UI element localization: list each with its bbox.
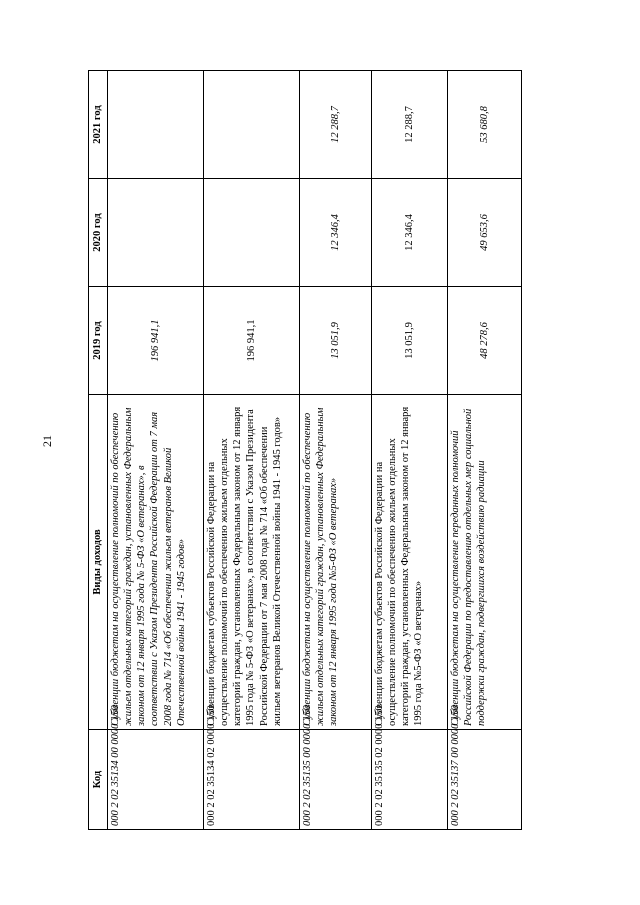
- cell-code: 000 2 02 35134 00 0000 150: [108, 730, 204, 830]
- cell-2020: 49 653,6: [448, 179, 522, 287]
- cell-2020: 12 346,4: [300, 179, 372, 287]
- cell-2019: 196 941,1: [108, 287, 204, 395]
- header-name: Виды доходов: [89, 395, 108, 730]
- cell-2021: 12 288,7: [300, 71, 372, 179]
- table-row: [300, 71, 372, 830]
- header-2021: 2021 год: [89, 71, 108, 179]
- cell-name: Субвенции бюджетам на осуществление переданных полномочий Российской Федерации по предоставлению отдельных мер социальной поддержки граждан, подвергшихся воздействию радиации: [448, 395, 522, 730]
- cell-code: 000 2 02 35135 00 0000 150: [300, 730, 372, 830]
- cell-code: 000 2 02 35135 02 0000 150: [372, 730, 448, 830]
- revenue-table-rotated: [88, 70, 520, 830]
- cell-name: Субвенции бюджетам на осуществление полномочий по обеспечению жильем отдельных категорий граждан, установленных Федеральным законом от 12 января 1995 года №5-ФЗ «О ветеранах»: [300, 395, 372, 730]
- table-row: [372, 71, 448, 830]
- header-code: Код: [89, 730, 108, 830]
- cell-name: Субвенции бюджетам субъектов Российской Федерации на осуществление полномочий по обеспечению жильем отдельных категорий граждан, установленных Федеральным законом от 12 января 1995 года № 5-ФЗ «О ветеранах», в соответствии с Указом Президента Российской Федерации от 7 мая 2008 года № 714 «Об обеспечении жильем ветеранов Великой Отечественной войны 1941 - 1945 годов»: [204, 395, 300, 730]
- table-header-row: [89, 71, 108, 830]
- table-row: [448, 71, 522, 830]
- cell-code: 000 2 02 35137 00 0000 150: [448, 730, 522, 830]
- cell-2021: [204, 71, 300, 179]
- header-2019: 2019 год: [89, 287, 108, 395]
- cell-2019: 48 278,6: [448, 287, 522, 395]
- table-row: [108, 71, 204, 830]
- table-row: [204, 71, 300, 830]
- page-number: 21: [40, 435, 54, 447]
- cell-name: Субвенции бюджетам на осуществление полномочий по обеспечению жильем отдельных категорий граждан, установленных Федеральным законом от 12 января 1995 года № 5-ФЗ «О ветеранах», в соответствии с Указом Президента Российской Федерации от 7 мая 2008 года № 714 «Об обеспечении жильем ветеранов Великой Отечественной войны 1941 - 1945 годов»: [108, 395, 204, 730]
- cell-2020: 12 346,4: [372, 179, 448, 287]
- cell-2019: 13 051,9: [300, 287, 372, 395]
- cell-2021: [108, 71, 204, 179]
- cell-2019: 13 051,9: [372, 287, 448, 395]
- cell-2019: 196 941,1: [204, 287, 300, 395]
- cell-2021: 53 680,8: [448, 71, 522, 179]
- revenue-table: [88, 70, 522, 830]
- header-2020: 2020 год: [89, 179, 108, 287]
- cell-code: 000 2 02 35134 02 0000 150: [204, 730, 300, 830]
- cell-2021: 12 288,7: [372, 71, 448, 179]
- cell-name: Субвенции бюджетам субъектов Российской Федерации на осуществление полномочий по обеспечению жильем отдельных категорий граждан, установленных Федеральным законом от 12 января 1995 года №5-ФЗ «О ветеранах»: [372, 395, 448, 730]
- cell-2020: [204, 179, 300, 287]
- cell-2020: [108, 179, 204, 287]
